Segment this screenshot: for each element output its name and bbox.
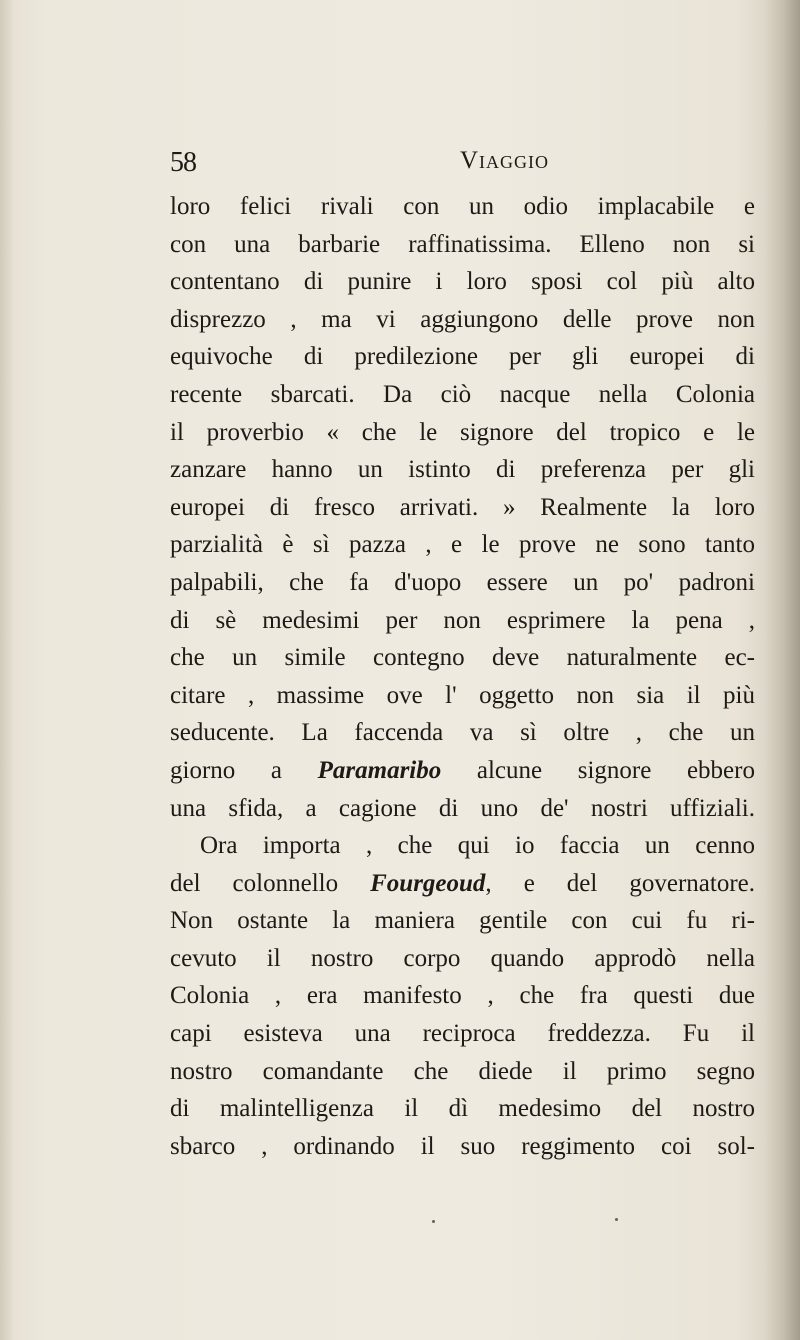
- text-line: equivoche di predilezione per gli europei di: [170, 343, 755, 371]
- text-line: che un simile contegno deve naturalmente ec-: [170, 644, 755, 672]
- text-line: con una barbarie raffinatissima. Elleno non si: [170, 230, 755, 258]
- italic-proper-noun: Paramaribo: [317, 756, 442, 784]
- text-line: cevuto il nostro corpo quando approdò nella: [170, 944, 755, 972]
- text-line: sbarco , ordinando il suo reggimento coi sol-: [170, 1132, 755, 1160]
- text-line: seducente. La faccenda va sì oltre , che un: [170, 719, 755, 747]
- paper-speck: [432, 1220, 435, 1223]
- text-line: loro felici rivali con un odio implacabile e: [170, 193, 755, 220]
- page-gutter-shadow: [0, 0, 14, 1340]
- text-line: Non ostante la maniera gentile con cui fu ri-: [170, 907, 755, 935]
- text-line: di sè medesimi per non esprimere la pena ,: [170, 606, 755, 634]
- text-line: Ora importa , che qui io faccia un cenno: [200, 832, 755, 860]
- text-line: Colonia , era manifesto , che fra questi due: [170, 982, 755, 1010]
- text-line: parzialità è sì pazza , e le prove ne sono tanto: [170, 531, 755, 559]
- page-header: [170, 145, 690, 185]
- text-line: capi esisteva una reciproca freddezza. Fu il: [170, 1020, 755, 1048]
- italic-proper-noun: Fourgeoud: [370, 869, 486, 897]
- text-line: una sfida, a cagione di uno de' nostri uffiziali.: [170, 794, 755, 822]
- paper-speck: [615, 1218, 618, 1221]
- text-line: palpabili, che fa d'uopo essere un po' padroni: [170, 568, 755, 596]
- page-edge-shadow: [764, 0, 800, 1340]
- text-line: di malintelligenza il dì medesimo del nostro: [170, 1095, 755, 1123]
- text-line: zanzare hanno un istinto di preferenza per gli: [170, 456, 755, 484]
- text-line: europei di fresco arrivati. » Realmente la loro: [170, 493, 755, 521]
- text-line: citare , massime ove l' oggetto non sia il più: [170, 681, 755, 709]
- text-line: il proverbio « che le signore del tropico e le: [170, 418, 755, 446]
- page-number: 58: [170, 147, 196, 178]
- body-text: [170, 188, 755, 1165]
- text-line: recente sbarcati. Da ciò nacque nella Colonia: [170, 380, 755, 408]
- text-line: nostro comandante che diede il primo segno: [170, 1057, 755, 1085]
- text-line: giorno a Paramaribo alcune signore ebbero: [170, 756, 755, 784]
- text-line: contentano di punire i loro sposi col più alto: [170, 268, 755, 296]
- text-line: del colonnello Fourgeoud, e del governatore.: [170, 869, 755, 897]
- text-line: disprezzo , ma vi aggiungono delle prove non: [170, 305, 755, 333]
- running-title: Viaggio: [460, 147, 550, 174]
